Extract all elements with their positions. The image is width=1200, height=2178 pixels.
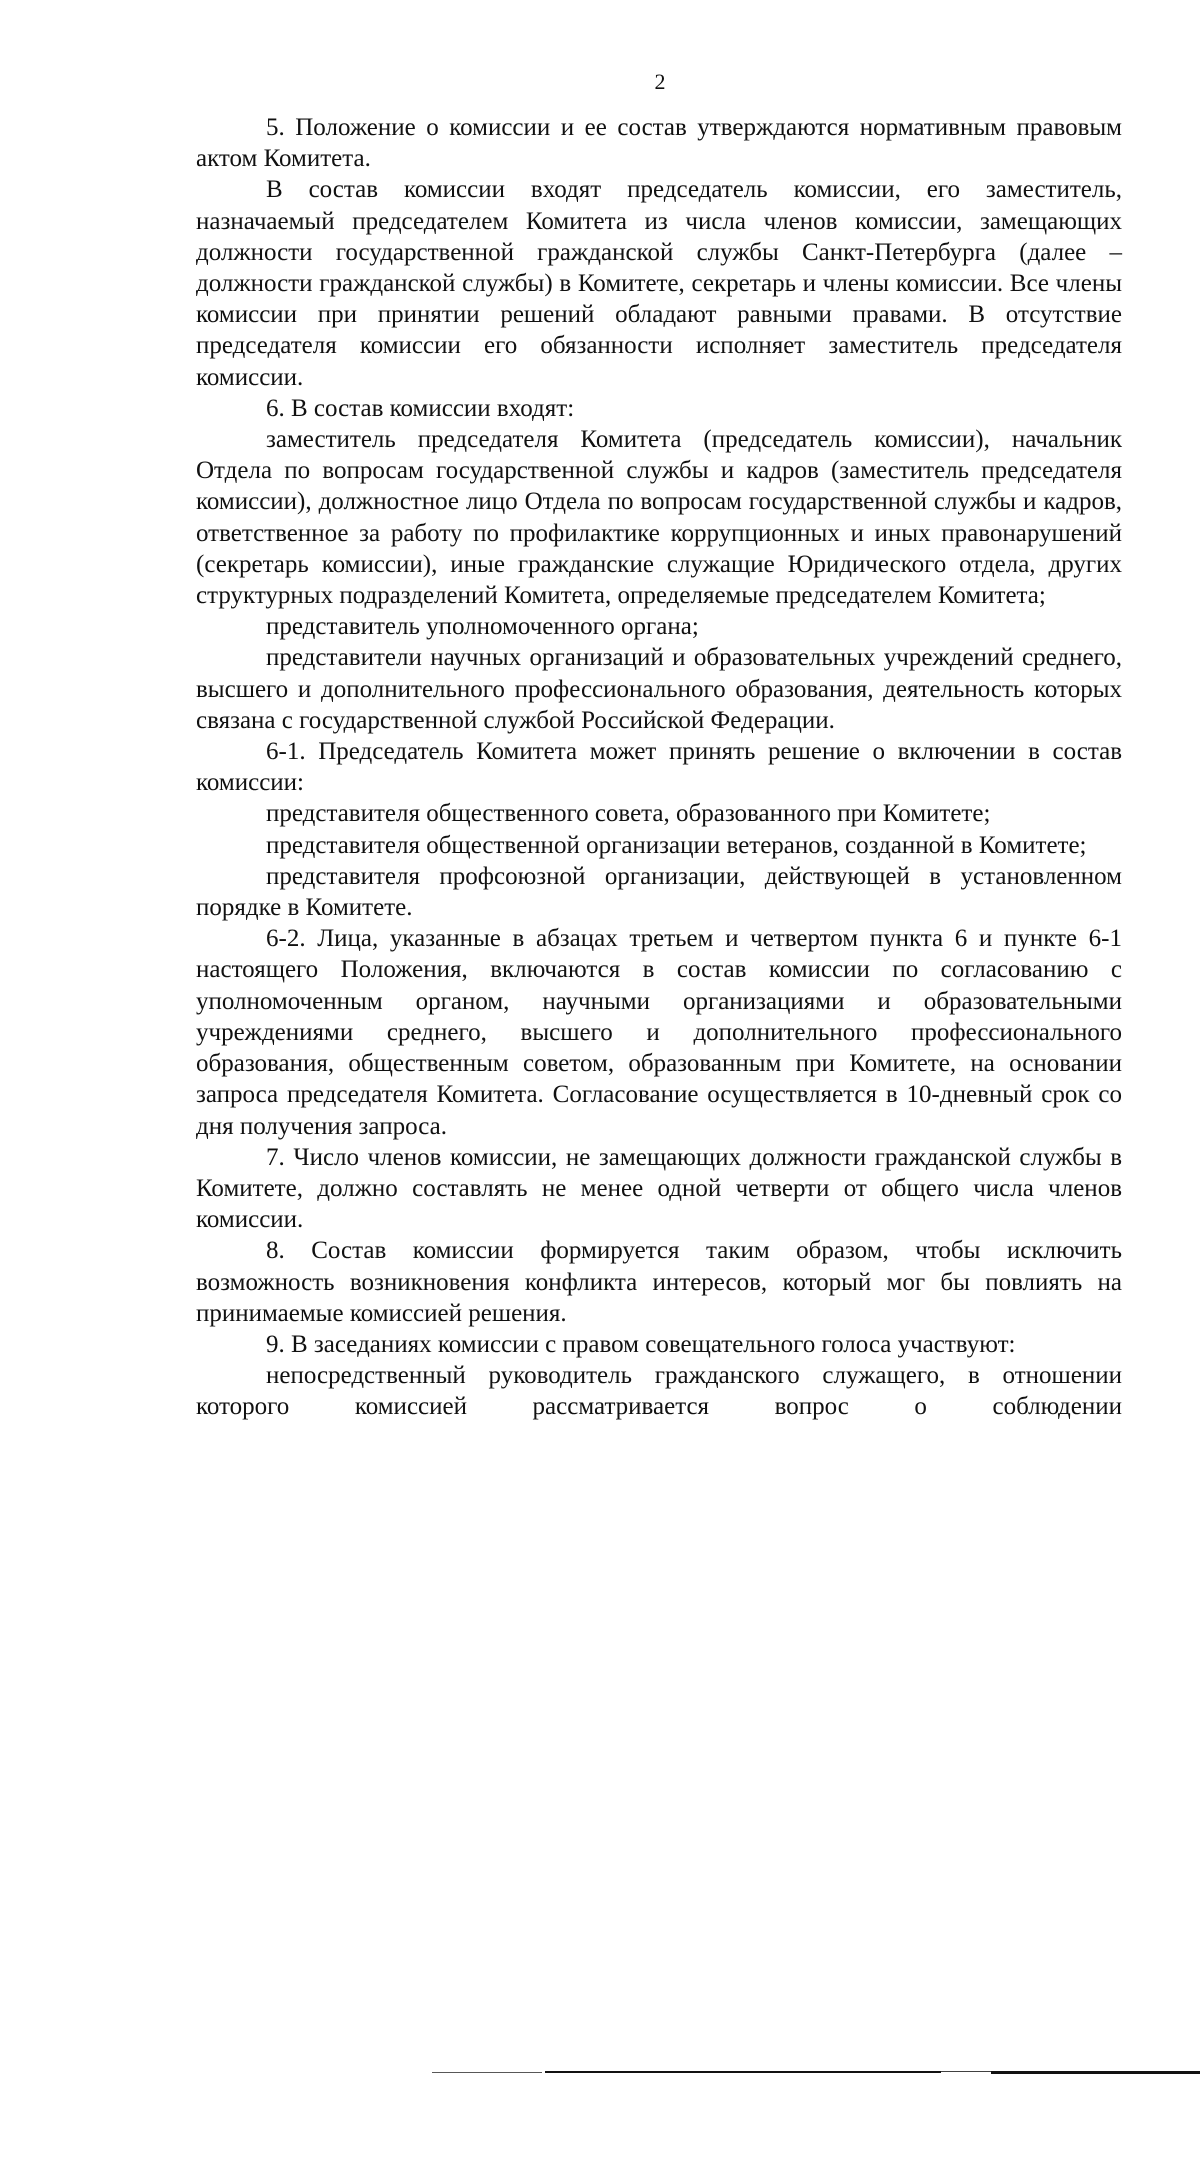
paragraph-direct-supervisor: непосредственный руководитель гражданского служащего, в отношении которого комиссией рассматривается вопрос о соблюдении bbox=[196, 1362, 1122, 1421]
paragraph-6-2-agreement: 6-2. Лица, указанные в абзацах третьем и четвертом пункта 6 и пункте 6-1 настоящего Положения, включаются в состав комиссии по согласованию с уполномоченным органом, научными организациями и образовательными учреждениями среднего, высшего и дополнительного профессионального образования, общественным советом, образованным при Комитете, на основании запроса председателя Комитета. Согласование осуществляется в 10-дневный срок со дня получения запроса. bbox=[196, 925, 1122, 1140]
paragraph-6-1-heading: 6-1. Председатель Комитета может принять решение о включении в состав комиссии: bbox=[196, 738, 1122, 797]
paragraph-scientific-representatives: представители научных организаций и образовательных учреждений среднего, высшего и дополнительного профессионального образования, деятельность которых связана с государственной службой Российской Федерации. bbox=[196, 644, 1122, 734]
footer-rule-segment bbox=[941, 2071, 991, 2072]
footer-rule-segment bbox=[545, 2071, 941, 2073]
paragraph-authorized-body: представитель уполномоченного органа; bbox=[266, 613, 699, 641]
paragraph-8-conflict-of-interest: 8. Состав комиссии формируется таким образом, чтобы исключить возможность возникновения конфликта интересов, который мог бы повлиять на принимаемые комиссией решения. bbox=[196, 1237, 1122, 1327]
footer-rule-segment bbox=[991, 2071, 1200, 2074]
paragraph-deputy-chairman: заместитель председателя Комитета (председатель комиссии), начальник Отдела по вопросам государственной службы и кадров (заместитель председателя комиссии), должностное лицо Отдела по вопросам государственной службы и кадров, ответственное за работу по профилактике коррупционных и иных правонарушений (секретарь комиссии), иные гражданские служащие Юридического отдела, других структурных подразделений Комитета, определяемые председателем Комитета; bbox=[196, 426, 1122, 610]
paragraph-9-advisory-vote: 9. В заседаниях комиссии с правом совещательного голоса участвуют: bbox=[266, 1330, 1016, 1358]
page-number: 2 bbox=[654, 69, 666, 94]
paragraph-7-member-count: 7. Число членов комиссии, не замещающих должности гражданской службы в Комитете, должно составлять не менее одной четверти от общего числа членов комиссии. bbox=[196, 1143, 1122, 1234]
paragraph-public-council-rep: представителя общественного совета, образованного при Комитете; bbox=[266, 800, 991, 828]
paragraph-trade-union-rep: представителя профсоюзной организации, действующей в установленном порядке в Комитете. bbox=[196, 862, 1122, 922]
document-body bbox=[196, 112, 1122, 1423]
footer-rule-segment bbox=[432, 2072, 542, 2073]
paragraph-veterans-rep: представителя общественной организации ветеранов, созданной в Комитете; bbox=[266, 831, 1087, 859]
paragraph-5-regulation-approval: 5. Положение о комиссии и ее состав утверждаются нормативным правовым актом Комитета. bbox=[196, 114, 1122, 173]
paragraph-6-heading: 6. В состав комиссии входят: bbox=[266, 394, 575, 422]
paragraph-commission-composition: В состав комиссии входят председатель комиссии, его заместитель, назначаемый председателем Комитета из числа членов комиссии, замещающих должности государственной гражданской службы Санкт-Петербурга (далее – должности гражданской службы) в Комитете, секретарь и члены комиссии. Все члены комиссии при принятии решений обладают равными правами. В отсутствие председателя комиссии его обязанности исполняет заместитель председателя комиссии. bbox=[196, 176, 1122, 391]
